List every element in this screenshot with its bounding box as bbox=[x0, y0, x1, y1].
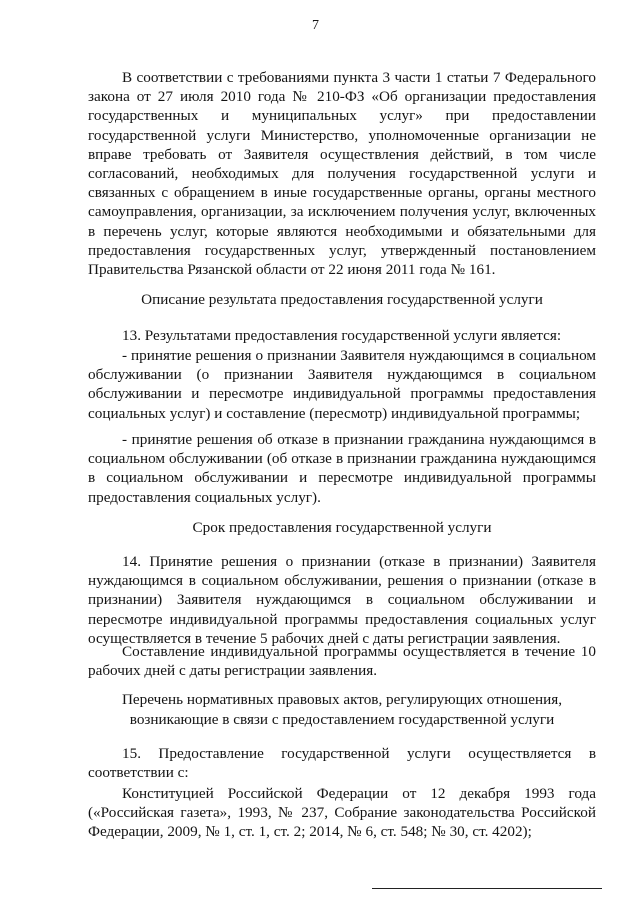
paragraph-15: 15. Предоставление государственной услуги осуществляется в соответствии с: bbox=[88, 745, 596, 782]
paragraph-constitution: Конституцией Российской Федерации от 12 декабря 1993 года («Российская газета», 1993, № 237, Собрание законодательства Российской Федерации, 2009, № 1, ст. 1, ст. 2; 2014, № 6, ст. 548; № 30, ст. 4202); bbox=[88, 785, 596, 841]
paragraph-14-program: Составление индивидуальной программы осуществляется в течение 10 рабочих дней с даты регистрации заявления. bbox=[88, 643, 596, 680]
page-number: 7 bbox=[312, 18, 319, 33]
paragraph-13-item-1: - принятие решения о признании Заявителя нуждающимся в социальном обслуживании (о признании Заявителя нуждающимся в социальном обслуживании и пересмотре индивидуальной программы предоставления социальных услуг) и составление (пересмотр) индивидуальной программы; bbox=[88, 347, 596, 422]
paragraph-13-intro: 13. Результатами предоставления государственной услуги является: bbox=[122, 327, 562, 344]
paragraph-14: 14. Принятие решения о признании (отказе в признании) Заявителя нуждающимся в социальном обслуживании, решения о признании (отказе в признании) Заявителя нуждающимся в социальном обслуживании и пересмотре индивидуальной программы предоставления социальных услуг осуществляется в течение 5 рабочих дней с даты регистрации заявления. bbox=[88, 553, 596, 647]
heading-result-description: Описание результата предоставления государственной услуги bbox=[141, 291, 543, 308]
paragraph-13-item-2: - принятие решения об отказе в признании гражданина нуждающимся в социальном обслуживании (об отказе в признании гражданина нуждающимся в социальном обслуживании и пересмотре индивидуальной программы предоставления социальных услуг). bbox=[88, 431, 596, 506]
footer-divider bbox=[372, 888, 602, 889]
paragraph-requirements: В соответствии с требованиями пункта 3 части 1 статьи 7 Федерального закона от 27 июля 2010 года № 210-ФЗ «Об организации предоставления государственных и муниципальных услуг» при предоставлении государственной услуги Министерство, уполномоченные организации не вправе требовать от Заявителя осуществления действий, в том числе согласований, необходимых для получения государственной услуги и связанных с обращением в иные государственные органы, органы местного самоуправления, организации, за исключением получения услуг, включенных в перечень услуг, которые являются необходимыми и обязательными для предоставления государственных услуг, утвержденный постановлением Правительства Рязанской области от 22 июня 2011 года № 161. bbox=[88, 69, 596, 279]
heading-legal-acts-line-1: Перечень нормативных правовых актов, регулирующих отношения, bbox=[121, 691, 563, 708]
heading-service-term: Срок предоставления государственной услуги bbox=[192, 519, 492, 536]
heading-legal-acts-line-2: возникающие в связи с предоставлением государственной услуги bbox=[129, 711, 555, 728]
